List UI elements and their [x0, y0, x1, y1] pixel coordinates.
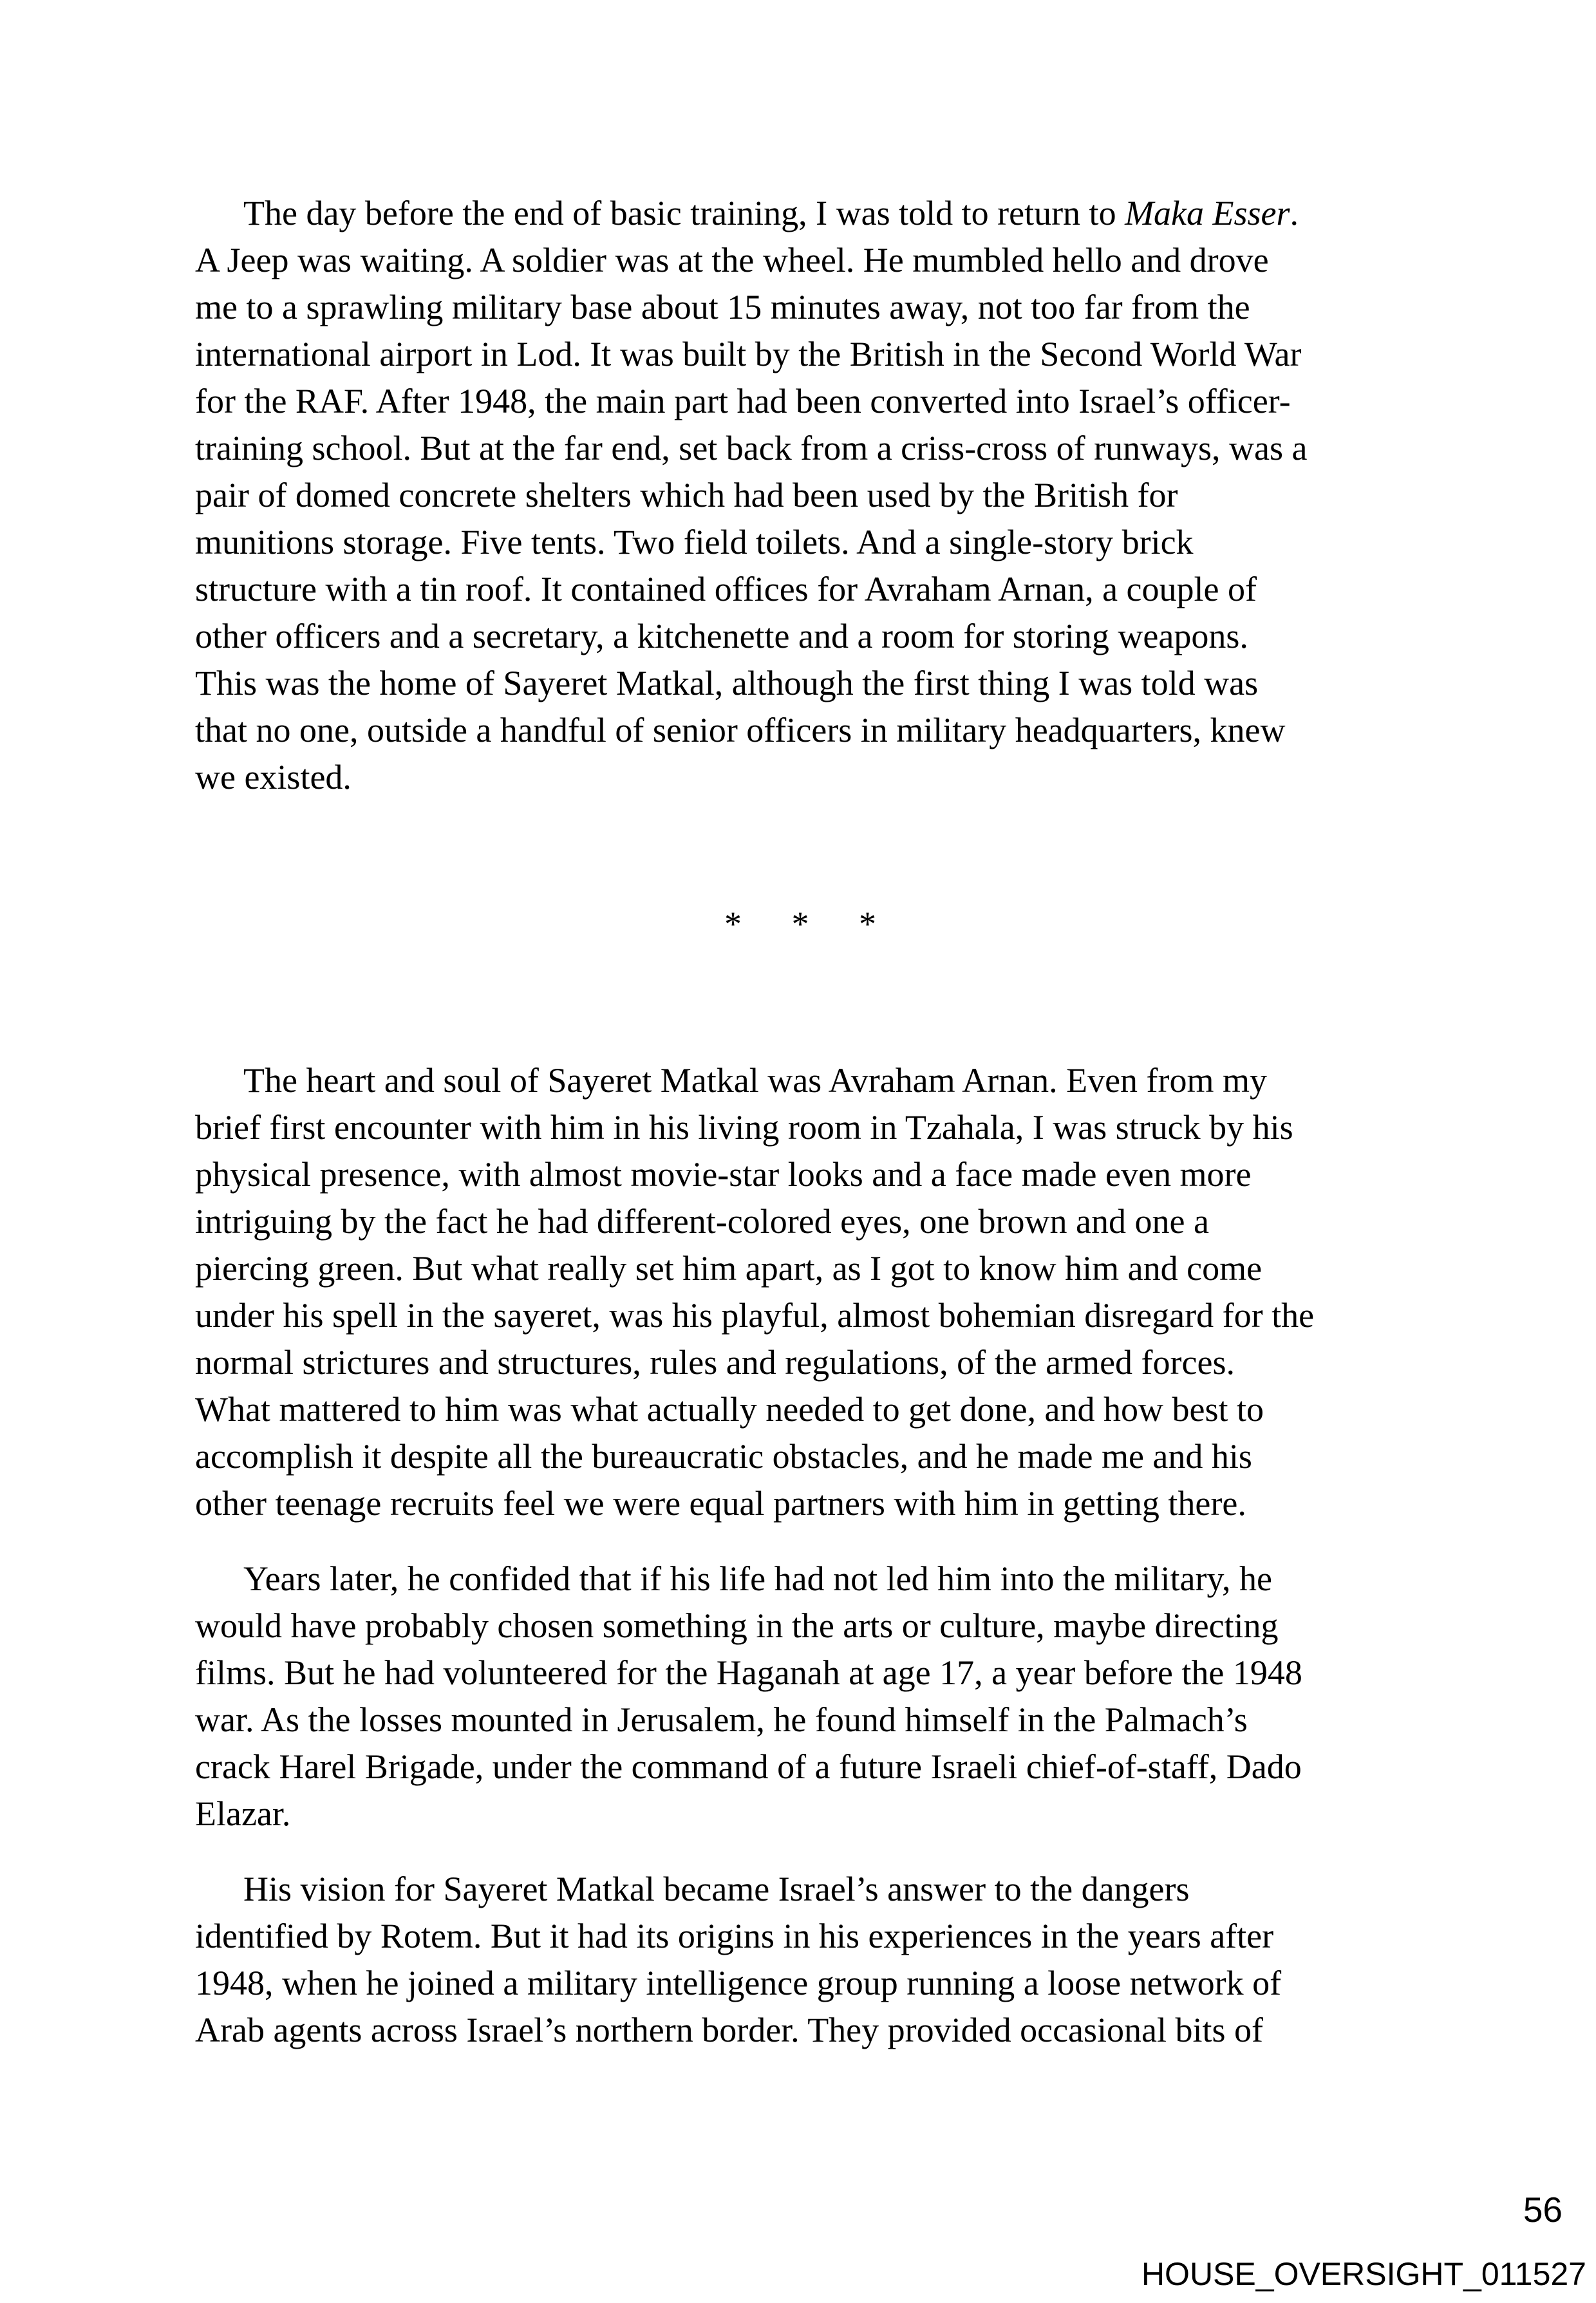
- section-separator: * * *: [724, 905, 876, 943]
- page-number: 56: [1523, 2190, 1563, 2230]
- text-line: A Jeep was waiting. A soldier was at the wheel. He mumbled hello and drove: [195, 241, 1269, 279]
- text-line: normal strictures and structures, rules and regulations, of the armed forces.: [195, 1343, 1235, 1382]
- text-line: crack Harel Brigade, under the command of a future Israeli chief-of-staff, Dado: [195, 1747, 1302, 1786]
- text-line: that no one, outside a handful of senior officers in military headquarters, knew: [195, 711, 1286, 749]
- text-line: What mattered to him was what actually needed to get done, and how best to: [195, 1390, 1264, 1429]
- paragraph: [195, 1866, 1405, 2054]
- text-line: The heart and soul of Sayeret Matkal was Avraham Arnan. Even from my: [243, 1061, 1268, 1100]
- text-line: physical presence, with almost movie-star looks and a face made even more: [195, 1155, 1252, 1194]
- text-line: intriguing by the fact he had different-colored eyes, one brown and one a: [195, 1202, 1209, 1241]
- text-line: identified by Rotem. But it had its origins in his experiences in the years after: [195, 1917, 1274, 1955]
- paragraph: [195, 1556, 1405, 1838]
- page-body-text: [195, 190, 1405, 2082]
- text-line: piercing green. But what really set him apart, as I got to know him and come: [195, 1249, 1263, 1288]
- text-line: other officers and a secretary, a kitchenette and a room for storing weapons.: [195, 617, 1248, 655]
- text-line: [195, 190, 1405, 237]
- text-segment: The day before the end of basic training, I was told to return to: [243, 194, 1125, 232]
- text-line: would have probably chosen something in the arts or culture, maybe directing: [195, 1606, 1279, 1645]
- text-segment: .: [1290, 194, 1299, 232]
- paragraph: [195, 190, 1405, 801]
- text-line: films. But he had volunteered for the Haganah at age 17, a year before the 1948: [195, 1653, 1302, 1692]
- text-line: This was the home of Sayeret Matkal, although the first thing I was told was: [195, 664, 1259, 702]
- text-line: Arab agents across Israel’s northern border. They provided occasional bits of: [195, 2011, 1263, 2049]
- text-line: training school. But at the far end, set back from a criss-cross of runways, was a: [195, 429, 1308, 467]
- text-line: His vision for Sayeret Matkal became Israel’s answer to the dangers: [243, 1870, 1190, 1908]
- text-line: we existed.: [195, 758, 352, 796]
- text-line: Elazar.: [195, 1794, 291, 1833]
- bates-stamp: HOUSE_OVERSIGHT_011527: [1141, 2256, 1586, 2292]
- text-line: structure with a tin roof. It contained offices for Avraham Arnan, a couple of: [195, 570, 1257, 608]
- text-line: brief first encounter with him in his living room in Tzahala, I was struck by his: [195, 1108, 1293, 1147]
- paragraph: [195, 1057, 1405, 1527]
- text-line: Years later, he confided that if his life had not led him into the military, he: [243, 1559, 1272, 1598]
- text-line: under his spell in the sayeret, was his playful, almost bohemian disregard for the: [195, 1296, 1315, 1335]
- text-line: accomplish it despite all the bureaucratic obstacles, and he made me and his: [195, 1437, 1252, 1476]
- text-line: for the RAF. After 1948, the main part had been converted into Israel’s officer-: [195, 382, 1291, 420]
- text-line: war. As the losses mounted in Jerusalem, he found himself in the Palmach’s: [195, 1700, 1248, 1739]
- text-line: international airport in Lod. It was built by the British in the Second World War: [195, 335, 1302, 373]
- text-line: other teenage recruits feel we were equal partners with him in getting there.: [195, 1484, 1246, 1523]
- italic-text-segment: Maka Esser: [1125, 194, 1290, 232]
- text-line: me to a sprawling military base about 15 minutes away, not too far from the: [195, 288, 1250, 326]
- text-line: munitions storage. Five tents. Two field toilets. And a single-story brick: [195, 523, 1194, 561]
- text-line: 1948, when he joined a military intelligence group running a loose network of: [195, 1964, 1282, 2002]
- text-line: pair of domed concrete shelters which had been used by the British for: [195, 476, 1178, 514]
